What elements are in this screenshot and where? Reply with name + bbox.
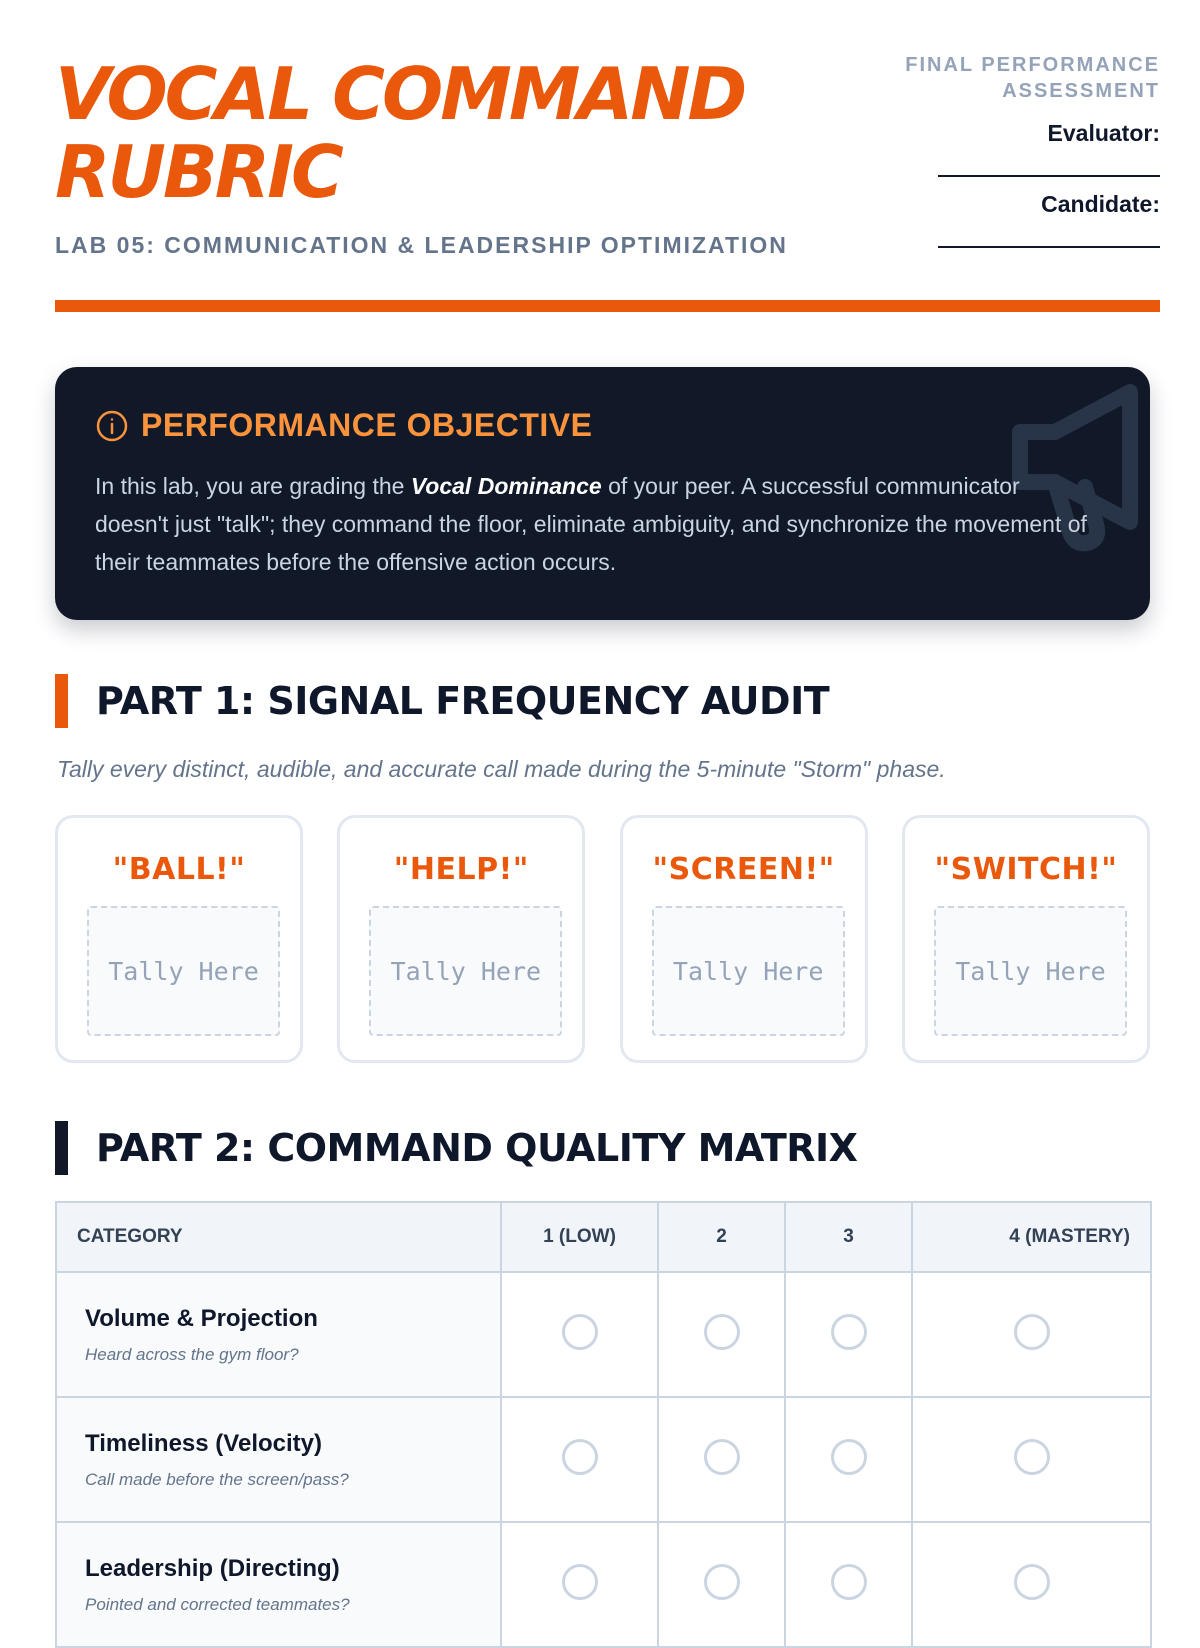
score-cell [501,1272,658,1397]
tally-input-screen[interactable]: Tally Here [652,906,845,1036]
score-radio[interactable] [704,1314,740,1350]
page-subtitle: LAB 05: COMMUNICATION & LEADERSHIP OPTIMIZATION [55,232,788,258]
part1-heading [55,674,829,728]
score-radio[interactable] [704,1564,740,1600]
category-cell [56,1272,501,1397]
tally-input-help[interactable]: Tally Here [369,906,562,1036]
column-header: 4 (MASTERY) [912,1202,1151,1272]
score-cell [912,1397,1151,1522]
tally-input-switch[interactable]: Tally Here [934,906,1127,1036]
score-radio[interactable] [1014,1564,1050,1600]
assessment-meta [880,52,1160,248]
part2-title: PART 2: COMMAND QUALITY MATRIX [96,1126,858,1170]
score-cell [912,1272,1151,1397]
score-radio[interactable] [1014,1439,1050,1475]
category-cell [56,1397,501,1522]
column-header: 3 [785,1202,912,1272]
objective-text [95,467,1095,581]
rubric-page [55,0,1160,1614]
objective-title: PERFORMANCE OBJECTIVE [141,407,593,443]
score-cell [785,1397,912,1522]
criterion-name: Leadership (Directing) [85,1554,340,1582]
header-divider [55,300,1160,312]
part1-accent-bar [55,674,68,728]
score-radio[interactable] [562,1314,598,1350]
score-radio[interactable] [831,1564,867,1600]
score-cell [785,1522,912,1647]
score-cell [912,1522,1151,1647]
score-radio[interactable] [562,1439,598,1475]
matrix-header-row [56,1202,1151,1272]
part1-title: PART 1: SIGNAL FREQUENCY AUDIT [96,679,830,723]
part1-instruction: Tally every distinct, audible, and accurate call made during the 5-minute "Storm" phase. [57,756,946,782]
tally-card-ball [55,815,303,1063]
score-radio[interactable] [562,1564,598,1600]
category-cell [56,1522,501,1647]
assessment-kicker: FINAL PERFORMANCE ASSESSMENT [905,54,1160,102]
score-radio[interactable] [831,1439,867,1475]
score-radio[interactable] [1014,1314,1050,1350]
tally-label-ball: "BALL!" [112,852,246,887]
criterion-description: Call made before the screen/pass? [85,1469,349,1489]
score-radio[interactable] [831,1314,867,1350]
info-circle-icon [95,409,129,443]
score-cell [785,1272,912,1397]
score-cell [658,1272,785,1397]
page-title: VOCAL COMMAND RUBRIC [55,52,745,214]
tally-label-switch: "SWITCH!" [934,852,1118,887]
quality-matrix [55,1201,1152,1648]
page-header [55,0,1160,320]
column-header: CATEGORY [56,1202,501,1272]
part2-heading [55,1121,857,1175]
criterion-name: Timeliness (Velocity) [85,1429,322,1457]
part2-accent-bar [55,1121,68,1175]
table-row [56,1397,1151,1522]
tally-label-help: "HELP!" [393,852,529,887]
objective-header [95,407,592,444]
tally-card-screen [620,815,868,1063]
tally-input-ball[interactable]: Tally Here [87,906,280,1036]
tally-label-screen: "SCREEN!" [652,852,835,887]
table-row [56,1272,1151,1397]
objective-text-start: In this lab, you are grading the [95,473,411,499]
criterion-name: Volume & Projection [85,1304,318,1332]
score-cell [501,1397,658,1522]
objective-card [55,367,1150,620]
objective-emphasis: Vocal Dominance [410,473,602,499]
column-header: 1 (LOW) [501,1202,658,1272]
column-header: 2 [658,1202,785,1272]
candidate-label: Candidate: [1041,191,1160,217]
evaluator-field[interactable] [938,175,1160,177]
candidate-field[interactable] [938,246,1160,248]
score-cell [658,1522,785,1647]
score-radio[interactable] [704,1439,740,1475]
tally-card-help [337,815,585,1063]
tally-card-switch [902,815,1150,1063]
score-cell [658,1397,785,1522]
table-row [56,1522,1151,1647]
score-cell [501,1522,658,1647]
tally-grid [55,815,1150,1063]
criterion-description: Pointed and corrected teammates? [85,1594,350,1614]
criterion-description: Heard across the gym floor? [85,1344,299,1364]
objective-text-end: of your peer. A successful communicator doesn't just "talk"; they command the floor, eliminate ambiguity, and synchronize the movement of their teammates before the offensive action occurs. [95,473,1087,575]
evaluator-label: Evaluator: [1047,120,1160,146]
